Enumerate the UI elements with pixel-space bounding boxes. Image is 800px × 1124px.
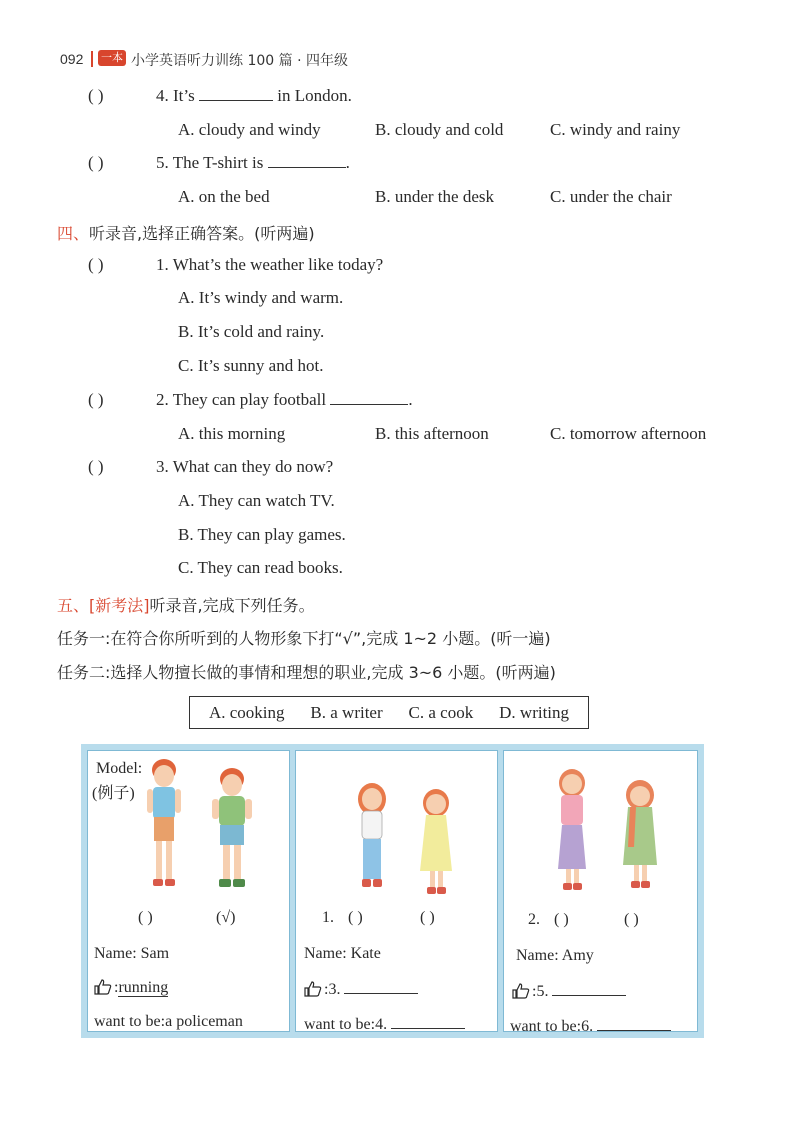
answer-blank[interactable]: [597, 1016, 671, 1031]
answer-blank[interactable]: [391, 1014, 465, 1029]
option-b: B. this afternoon: [375, 424, 489, 443]
good-at-number: 3.: [328, 981, 341, 998]
word-bank-item: B. a writer: [310, 702, 383, 722]
section-number: 五、: [57, 596, 90, 615]
question-s3q4: [156, 86, 352, 106]
good-at-line: [512, 981, 626, 1001]
girl-figure: [550, 767, 594, 897]
good-at-answer: running: [118, 979, 169, 996]
girl-figure: [616, 779, 664, 897]
option-c: C. windy and rainy: [550, 120, 681, 139]
question-stem-end: .: [408, 390, 413, 409]
thumbs-up-icon: [512, 983, 530, 999]
option-a: A. this morning: [178, 424, 286, 443]
section-instructions: 听录音,完成下列任务。: [149, 596, 315, 615]
boy-figure: [206, 765, 258, 895]
page-number: 092: [60, 51, 84, 67]
want-to-be-line: [510, 1016, 671, 1036]
character-panels: [81, 744, 704, 1038]
question-stem-start: The T-shirt is: [172, 153, 264, 172]
question-s4q1: 1. What’s the weather like today?: [156, 255, 384, 274]
answer-blank[interactable]: [552, 981, 626, 996]
good-at-separator: :: [114, 979, 119, 996]
option-a: A. They can watch TV.: [178, 491, 335, 510]
task-2-instructions: 任务二:选择人物擅长做的事情和理想的职业,完成 3~6 小题。(听两遍): [57, 663, 556, 682]
option-b: B. It’s cold and rainy.: [178, 322, 325, 341]
good-at-separator: :: [532, 983, 537, 1000]
option-c: C. It’s sunny and hot.: [178, 356, 324, 375]
choice-paren[interactable]: ( ): [138, 909, 153, 926]
character-name: Name: Kate: [304, 945, 381, 962]
kate-panel: [295, 750, 498, 1032]
model-label: Model:: [96, 760, 143, 777]
amy-panel: [503, 750, 698, 1035]
question-s4q2: [156, 390, 413, 410]
option-b: B. cloudy and cold: [375, 120, 504, 139]
new-format-tag: [新考法]: [89, 596, 150, 615]
question-s4q3: 3. What can they do now?: [156, 457, 334, 476]
good-at-line: [94, 979, 168, 997]
character-name: Name: Amy: [516, 947, 594, 964]
girl-figure: [414, 787, 458, 901]
task-1-instructions: 任务一:在符合你所听到的人物形象下打“√”,完成 1~2 小题。(听一遍): [57, 629, 551, 648]
good-at-separator: :: [324, 981, 329, 998]
question-stem-start: It’s: [173, 86, 195, 105]
choice-paren-checked[interactable]: (√): [216, 909, 236, 926]
character-name: Name: Sam: [94, 945, 170, 962]
question-stem-start: 2. They can play football: [156, 390, 327, 409]
option-c: C. under the chair: [550, 187, 672, 206]
choice-paren[interactable]: ( ): [348, 909, 363, 926]
answer-blank[interactable]: [268, 153, 346, 168]
answer-paren-s4q2[interactable]: ( ): [88, 390, 104, 409]
choice-paren[interactable]: ( ): [554, 911, 569, 928]
section-instructions: 听录音,选择正确答案。(听两遍): [89, 224, 315, 243]
model-panel: [87, 750, 290, 1032]
option-a: A. It’s windy and warm.: [178, 288, 344, 307]
want-to-be-line: want to be:a policeman: [94, 1013, 243, 1030]
question-number: 5.: [156, 153, 169, 172]
choice-paren[interactable]: ( ): [420, 909, 435, 926]
thumbs-up-icon: [304, 981, 322, 997]
model-label-cn: (例子): [92, 785, 135, 802]
word-bank-item: C. a cook: [408, 702, 474, 722]
question-number: 1.: [322, 909, 334, 926]
answer-blank[interactable]: [344, 979, 418, 994]
option-a: A. cloudy and windy: [178, 120, 321, 139]
section-5-heading: [57, 593, 315, 616]
answer-paren-s4q1[interactable]: ( ): [88, 255, 104, 274]
choice-paren[interactable]: ( ): [624, 911, 639, 928]
option-a: A. on the bed: [178, 187, 270, 206]
question-number: 2.: [528, 911, 540, 928]
want-to-be-number: want to be:4.: [304, 1016, 388, 1033]
word-bank-item: A. cooking: [208, 702, 285, 722]
good-at-number: 5.: [536, 983, 549, 1000]
answer-paren-s4q3[interactable]: ( ): [88, 457, 104, 476]
answer-paren-s3q5[interactable]: ( ): [88, 153, 104, 172]
option-c: C. They can read books.: [178, 558, 343, 577]
option-c: C. tomorrow afternoon: [550, 424, 707, 443]
girl-figure: [350, 781, 394, 901]
want-to-be-line: [304, 1014, 465, 1034]
want-to-be-number: want to be:6.: [510, 1018, 594, 1035]
question-number: 4.: [156, 86, 169, 105]
book-title: 小学英语听力训练 100 篇 · 四年级: [131, 53, 348, 69]
book-logo: 一本: [98, 50, 126, 66]
option-b: B. under the desk: [375, 187, 494, 206]
answer-paren-s3q4[interactable]: ( ): [88, 86, 104, 105]
question-stem-end: in London.: [277, 86, 352, 105]
question-s3q5: [156, 153, 350, 173]
question-stem-end: .: [345, 153, 350, 172]
boy-figure: [140, 755, 188, 895]
answer-blank[interactable]: [330, 390, 408, 405]
option-b: B. They can play games.: [178, 525, 346, 544]
section-number: 四、: [57, 224, 90, 243]
thumbs-up-icon: [94, 979, 112, 995]
word-bank-box: [189, 696, 589, 729]
header-divider: [91, 51, 93, 67]
section-4-heading: [57, 221, 315, 244]
answer-blank[interactable]: [199, 86, 273, 101]
good-at-line: [304, 979, 418, 999]
word-bank-item: D. writing: [499, 702, 570, 722]
